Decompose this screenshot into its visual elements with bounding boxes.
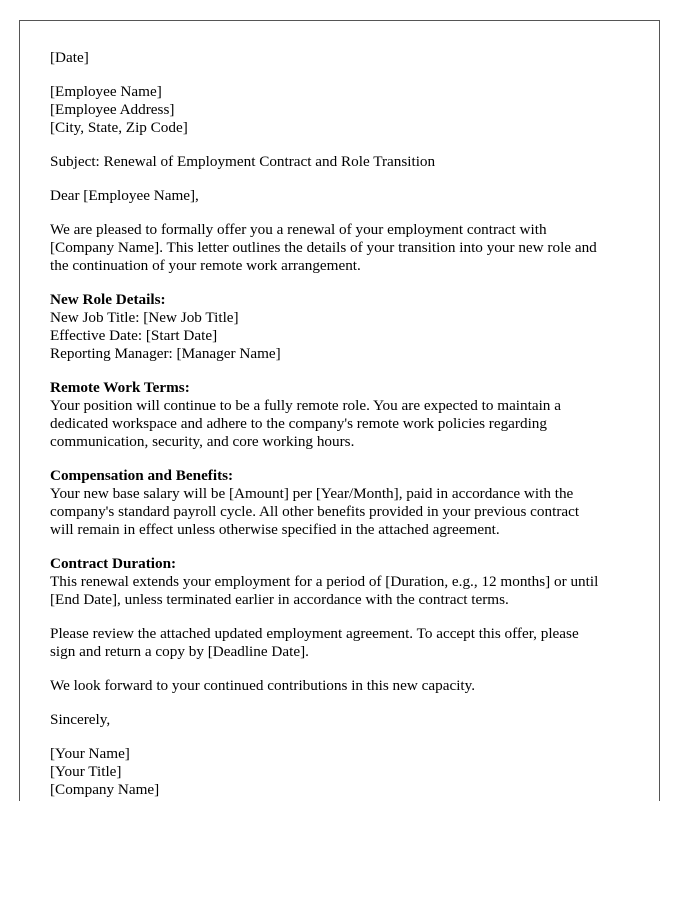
signature-name: [Your Name]: [50, 745, 130, 762]
letter-page: [19, 20, 660, 801]
new-role-line: New Job Title: [New Job Title]: [50, 309, 239, 326]
recipient-address: [Employee Address]: [50, 101, 175, 118]
signature-title: [Your Title]: [50, 763, 122, 780]
new-role-section: [50, 291, 640, 363]
duration-section: [50, 555, 640, 609]
duration-line: This renewal extends your employment for a period of [Duration, e.g., 12 months] or until: [50, 573, 599, 590]
review-line: Please review the attached updated employment agreement. To accept this offer, please: [50, 625, 579, 642]
compensation-heading: Compensation and Benefits:: [50, 467, 234, 484]
duration-heading: Contract Duration:: [50, 555, 177, 572]
remote-work-line: dedicated workspace and adhere to the company's remote work policies regarding: [50, 415, 547, 432]
sign-off: Sincerely,: [50, 711, 111, 728]
new-role-line: Reporting Manager: [Manager Name]: [50, 345, 281, 362]
subject-block: [50, 153, 640, 171]
compensation-line: will remain in effect unless otherwise specified in the attached agreement.: [50, 521, 500, 538]
duration-line: [End Date], unless terminated earlier in accordance with the contract terms.: [50, 591, 509, 608]
salutation-block: [50, 187, 640, 205]
compensation-line: Your new base salary will be [Amount] per [Year/Month], paid in accordance with the: [50, 485, 574, 502]
recipient-name: [Employee Name]: [50, 83, 162, 100]
sign-off-block: [50, 711, 640, 729]
remote-work-heading: Remote Work Terms:: [50, 379, 190, 396]
intro-line: the continuation of your remote work arrangement.: [50, 257, 361, 274]
signature-block: [50, 745, 640, 799]
closing-note-block: [50, 677, 640, 695]
remote-work-line: Your position will continue to be a fully remote role. You are expected to maintain a: [50, 397, 561, 414]
review-line: sign and return a copy by [Deadline Date].: [50, 643, 309, 660]
new-role-heading: New Role Details:: [50, 291, 166, 308]
intro-paragraph: [50, 221, 640, 275]
remote-work-line: communication, security, and core working hours.: [50, 433, 355, 450]
compensation-line: company's standard payroll cycle. All other benefits provided in your previous contract: [50, 503, 580, 520]
recipient-city-state-zip: [City, State, Zip Code]: [50, 119, 188, 136]
signature-company: [Company Name]: [50, 781, 160, 798]
date-block: [50, 49, 640, 67]
salutation: Dear [Employee Name],: [50, 187, 199, 204]
recipient-block: [50, 83, 640, 137]
new-role-line: Effective Date: [Start Date]: [50, 327, 218, 344]
letter-body: [50, 49, 640, 815]
subject-line: Subject: Renewal of Employment Contract and Role Transition: [50, 153, 436, 170]
intro-line: We are pleased to formally offer you a renewal of your employment contract with: [50, 221, 547, 238]
review-paragraph: [50, 625, 640, 661]
remote-work-section: [50, 379, 640, 451]
intro-line: [Company Name]. This letter outlines the details of your transition into your new role and: [50, 239, 597, 256]
closing-note: We look forward to your continued contributions in this new capacity.: [50, 677, 476, 694]
letter-date: [Date]: [50, 49, 89, 66]
compensation-section: [50, 467, 640, 539]
